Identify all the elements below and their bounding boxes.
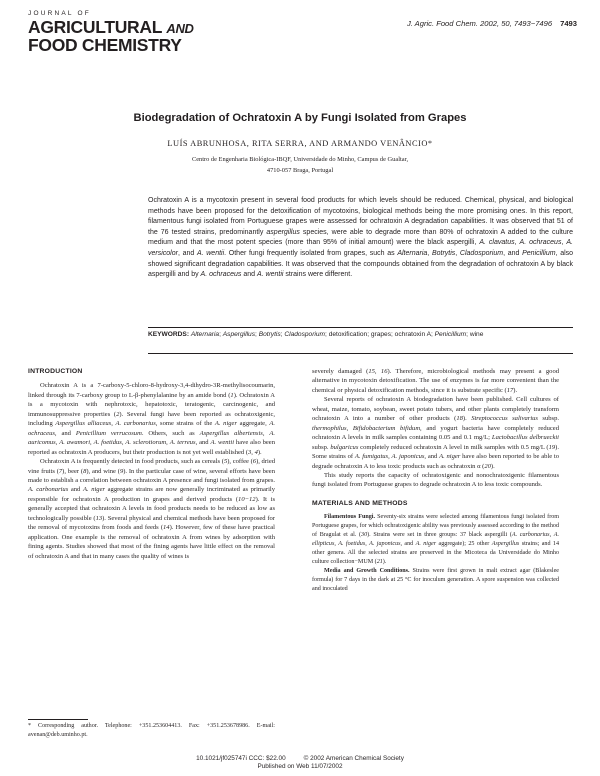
journal-logo xyxy=(28,11,218,55)
journal-citation xyxy=(407,19,577,28)
methods-paragraph-2: Media and Growth Conditions. Strains were first grown in malt extract agar (Blakeslee formula) for 7 days in the dark at 25 °C for inoculum generation. A spore suspension was collected and inoculated xyxy=(312,567,559,592)
keywords-label: KEYWORDS: xyxy=(148,331,191,338)
logo-line-agricultural: AGRICULTURAL AND xyxy=(28,16,194,37)
intro-paragraph-2: Ochratoxin A is frequently detected in food products, such as cereals (5), coffee (6), dried vine fruits (7), beer (8), and wine (9). In the particular case of wine, several efforts have been made to establish a correlation between ochratoxin A presence and fungi isolated from grapes. A. carbonarius and A. niger aggregate strains are now generally incriminated as primarily responsible for ochratoxin A production in grapes and derived products (10−12). It is generally accepted that ochratoxin A levels in food products needs to be reduced as low as technologically possible (13). Several physical and chemical methods have been proposed for the removal of mycotoxins from foods and feeds (14). However, few of these have practical application. One example is the removal of ochratoxin A from wines by adsorption with fining agents. Studies showed that most of the fining agents have little effect on the removal of ochratoxin A and that in many cases the quality of wines is xyxy=(28,458,275,560)
logo-line-journal-of: JOURNAL OF xyxy=(28,10,91,17)
affiliation xyxy=(120,155,480,176)
right-paragraph-2: Several reports of ochratoxin A biodegradation have been published. Cell cultures of wheat, maize, tomato, soybean, sweet potato tubers, and other plants completely transform ochratoxin A into a number of other products (18). Streptococcus salivarius subsp. thermophilus, Bifidobacterium bifidum, and yogurt bacteria have completely reduced ochratoxin A levels in milk samples containing 0.05 and 0.1 mg/L; Lactobacillus delbrueckii subsp. bulgaricus completely reduced ochratoxin A level in milk samples with 0.5 mg/L (19). Some strains of A. fumigatus, A. japonicus, and A. niger have also been reported to be able to degrade ochratoxin A to less toxic products such as ochratoxin α (20). xyxy=(312,396,560,470)
keywords xyxy=(148,329,573,340)
right-column xyxy=(312,367,559,594)
doi: 10.1021/jf025747i CCC: $22.00 xyxy=(196,755,286,762)
corresponding-author-footnote: * Corresponding author. Telephone: +351.253604413. Fax: +351.253678986. E-mail: avenan@deb.uminho.pt. xyxy=(28,723,275,738)
footnote-rule xyxy=(28,719,88,720)
citation-text: J. Agric. Food Chem. 2002, 50, 7493−7496 xyxy=(406,19,553,28)
affiliation-line-1: Centro de Engenharia Biológica-IBQF, Universidade do Minho, Campus de Gualtar, xyxy=(191,156,409,163)
published-date: Published on Web 11/07/2002 xyxy=(257,763,343,771)
author-list: LUÍS ABRUNHOSA, RITA SERRA, AND ARMANDO VENÂNCIO* xyxy=(167,139,433,148)
intro-paragraph-1: Ochratoxin A is a 7-carboxy-5-chloro-8-hydroxy-3,4-dihydro-3R-methylisocoumarin, linked through its 7-carboxy group to L-β-phenylalanine by an amide bond (1). Ochratoxin A is a mycotoxin with nephrotoxic, hepatotoxic, teratogenic, carcinogenic, and immunosuppressive properties (2). Several fungi have been reported as ochratoxigenic, including Aspergillus alliaceus, A. carbonarius, some strains of the A. niger aggregate, A. ochraceus, and Penicillium verrucosum. Others, such as Aspergillus albertensis, A. auricomus, A. awamori, A. foetidus, A. sclerotiorum, A. terreus, and A. wentii have also been reported as ochratoxin A producers, but their production is not yet well established (3, 4). xyxy=(28,382,275,456)
right-paragraph-1: severely damaged (15, 16). Therefore, microbiological methods may present a good alternative in mycotoxin detoxification. The use of enzymes is far more convenient than the chemical or physical detoxification methods, since it is substrate specific (17). xyxy=(312,368,559,394)
article-title: Biodegradation of Ochratoxin A by Fungi Isolated from Grapes xyxy=(133,112,467,124)
methods-heading: MATERIALS AND METHODS xyxy=(312,499,408,507)
introduction-heading: INTRODUCTION xyxy=(28,368,83,375)
keywords-bottom-rule xyxy=(148,353,573,354)
keywords-list: Alternaria; Aspergillus; Botrytis; Cladosporium; detoxification; grapes; ochratoxin A; Penicillium; wine xyxy=(190,331,484,338)
logo-and: AND xyxy=(166,20,194,36)
right-paragraph-3: This study reports the capacity of ochratoxigenic and nonochratoxigenic filamentous fungi isolated from Portuguese grapes to degrade ochratoxin A to less toxic compounds. xyxy=(312,471,559,489)
methods-paragraph-1: Filamentous Fungi. Seventy-six strains were selected among filamentous fungi isolated from Portuguese grapes, for which ochratoxigenic ability was previously assessed according to the method of Bragulat et al. (30). Strains were set in three groups: 37 black aspergilli (A. carbonarius, A. ellipticus, A. foetidus, A. japonicus, and A. niger aggregate); 25 other Aspergillus strains; and 14 other genera. All the selected strains are preserved in the Micoteca da Universidade do Minho culture collection−MUM (21). xyxy=(312,514,560,565)
keywords-top-rule xyxy=(148,327,573,328)
abstract: Ochratoxin A is a mycotoxin present in several food products for which levels should be reduced. Chemical, physical, and biological methods have been proposed for the detoxification of mycotoxins, biological methods being the more promising ones. In this report, filamentous fungi isolated from Portuguese grapes were assessed for ochratoxin A degradation capabilities. It was observed that 51 of the 76 tested strains, predominantly aspergillus species, were able to degrade more than 80% of ochratoxin A added to the culture medium and that the most potent species (more than 95% of initial amount) were the black aspergilli, A. clavatus, A. ochraceus, A. versicolor, and A. wentii. Other fungi frequently isolated from grapes, such as Alternaria, Botrytis, Cladosporium, and Penicillium, also showed significant degradation capabilities. It was observed that the compounds obtained from the degradation of ochratoxin A by black aspergilli and by A. ochraceus and A. wentii strains were different. xyxy=(148,197,574,279)
logo-line-food-chemistry: FOOD CHEMISTRY xyxy=(28,35,182,55)
page-number: 7493 xyxy=(560,19,577,28)
page-footer xyxy=(0,755,600,772)
copyright: © 2002 American Chemical Society xyxy=(303,755,404,762)
affiliation-line-2: 4710-057 Braga, Portugal xyxy=(266,166,334,174)
left-column xyxy=(28,367,275,561)
